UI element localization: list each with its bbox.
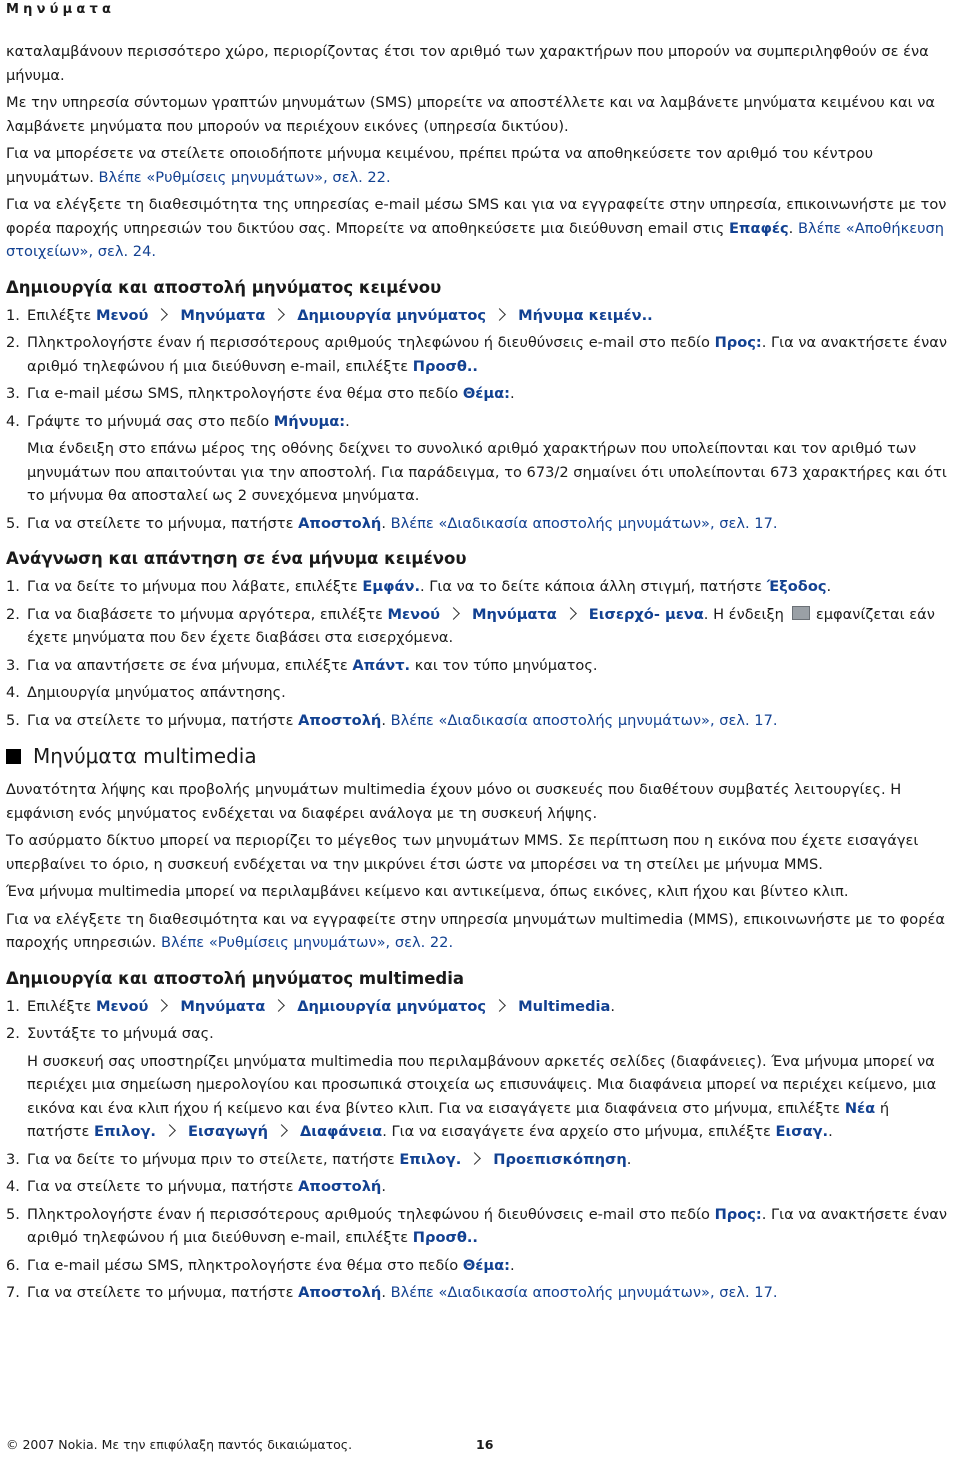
step: 3. Για να δείτε το μήνυμα πριν το στείλετε, πατήστε Επιλογ. Προεπισκόπηση.: [6, 1150, 632, 1168]
cross-ref-link[interactable]: Βλέπε «Ρυθμίσεις μηνυμάτων», σελ. 22.: [98, 168, 391, 186]
chevron-right-icon: [163, 1124, 176, 1137]
step: 2. Πληκτρολογήστε έναν ή περισσότερους αριθμούς τηλεφώνου ή διευθύνσεις e-mail στο πεδίο Προς:. Για να ανακτήσετε έναν αριθμό τηλεφώνου ή μια διεύθυνση e-mail, επιλέξτε Προσθ..: [6, 334, 948, 375]
chevron-right-icon: [447, 607, 460, 620]
body-paragraph: Δυνατότητα λήψης και προβολής μηνυμάτων multimedia έχουν μόνο οι συσκευές που διαθέτουν συμβατές λειτουργίες. Η εμφάνιση ενός μηνύματος ενδέχεται να διαφέρει ανάλογα με τη συσκευή λήψης.: [6, 781, 902, 822]
body-paragraph: Ένα μήνυμα multimedia μπορεί να περιλαμβάνει κείμενο και αντικείμενα, όπως εικόνες, κλιπ ήχου και βίντεο κλιπ.: [6, 883, 849, 900]
section-heading: Δημιουργία και αποστολή μηνύματος κειμένου: [6, 277, 442, 297]
cross-ref-link[interactable]: Βλέπε «Διαδικασία αποστολής μηνυμάτων», σελ. 17.: [390, 1284, 778, 1301]
unread-message-icon: [792, 606, 810, 620]
section-heading: Ανάγνωση και απάντηση σε ένα μήνυμα κειμένου: [6, 549, 467, 568]
step: 7. Για να στείλετε το μήνυμα, πατήστε Αποστολή. Βλέπε «Διαδικασία αποστολής μηνυμάτων», σελ. 17.: [6, 1284, 778, 1301]
page-footer: [6, 1436, 494, 1454]
step: 5. Πληκτρολογήστε έναν ή περισσότερους αριθμούς τηλεφώνου ή διευθύνσεις e-mail στο πεδίο Προς:. Για να ανακτήσετε έναν αριθμό τηλεφώνου ή μια διεύθυνση e-mail, επιλέξτε Προσθ..: [6, 1205, 948, 1246]
chevron-right-icon: [156, 999, 169, 1012]
cross-ref-link[interactable]: Βλέπε «Διαδικασία αποστολής μηνυμάτων», σελ. 17.: [390, 514, 778, 532]
step: 4. Δημιουργία μηνύματος απάντησης.: [6, 684, 286, 701]
section-heading: Δημιουργία και αποστολή μηνύματος multimedia: [6, 968, 464, 988]
chevron-right-icon: [493, 308, 506, 321]
step: 4. Γράψτε το μήνυμά σας στο πεδίο Μήνυμα:.: [6, 412, 350, 430]
step: 5. Για να στείλετε το μήνυμα, πατήστε Αποστολή. Βλέπε «Διαδικασία αποστολής μηνυμάτων», σελ. 17.: [6, 514, 778, 532]
step-note: Η συσκευή σας υποστηρίζει μηνύματα multimedia που περιλαμβάνουν αρκετές σελίδες (διαφάνειες). Ένα μήνυμα μπορεί να περιέχει μια σημείωση ημερολογίου και προσωπικά στοιχεία ως επισυνάψεις. Μια διαφάνεια μπορεί να περιέχει κείμενο, μια εικόνα και ένα κλιπ ήχου ή κείμενο και ένα βίντεο κλιπ. Για να εισαγάγετε μια διαφάνεια στο μήνυμα, επιλέξτε Νέα ή πατήστε Επιλογ. Εισαγωγή Διαφάνεια. Για να εισαγάγετε ένα αρχείο στο μήνυμα, επιλέξτε Εισαγ..: [27, 1052, 937, 1140]
chevron-right-icon: [272, 308, 285, 321]
step-note: Μια ένδειξη στο επάνω μέρος της οθόνης δείχνει το συνολικό αριθμό χαρακτήρων που υπολείπονται και τον αριθμό των μηνυμάτων που απαιτούνται για την αποστολή. Για παράδειγμα, το 673/2 σημαίνει ότι υπολείπονται 673 χαρακτήρες και ότι το μήνυμα θα αποσταλεί ως 2 συνεχόμενα μηνύματα.: [27, 440, 947, 504]
intro-paragraph: Για να ελέγξετε τη διαθεσιμότητα της υπηρεσίας e-mail μέσω SMS και για να εγγραφείτε στην υπηρεσία, επικοινωνήστε με τον φορέα παροχής υπηρεσιών του δικτύου σας. Μπορείτε να αποθηκεύσετε μια διεύθυνση email στις Επαφές. Βλέπε «Αποθήκευση στοιχείων», σελ. 24.: [6, 196, 947, 260]
cross-ref-link[interactable]: Βλέπε «Αποθήκευση στοιχείων», σελ. 24.: [6, 219, 945, 260]
body-paragraph: Το ασύρματο δίκτυο μπορεί να περιορίζει το μέγεθος των μηνυμάτων MMS. Σε περίπτωση που η εικόνα που έχετε εισαγάγει υπερβαίνει το όριο, η συσκευή ενδέχεται να την μικρύνει έτσι ώστε να μπορέσει να τη στείλει με μήνυμα MMS.: [6, 832, 919, 873]
step: 1. Επιλέξτε Μενού Μηνύματα Δημιουργία μηνύματος Μήνυμα κειμέν..: [6, 306, 653, 324]
running-header: Μηνύματα: [6, 2, 116, 17]
step: 1. Για να δείτε το μήνυμα που λάβατε, επιλέξτε Εμφάν.. Για να το δείτε κάποια άλλη στιγμή, πατήστε Έξοδος.: [6, 578, 832, 595]
chevron-right-icon: [272, 999, 285, 1012]
step: 1. Επιλέξτε Μενού Μηνύματα Δημιουργία μηνύματος Multimedia.: [6, 997, 616, 1015]
chevron-right-icon: [564, 607, 577, 620]
step: 3. Για να απαντήσετε σε ένα μήνυμα, επιλέξτε Απάντ. και τον τύπο μηνύματος.: [6, 656, 598, 674]
step: 5. Για να στείλετε το μήνυμα, πατήστε Αποστολή. Βλέπε «Διαδικασία αποστολής μηνυμάτων», σελ. 17.: [6, 711, 778, 729]
page-number: 16: [476, 1437, 494, 1452]
square-bullet-icon: [6, 749, 21, 764]
cross-ref-link[interactable]: Βλέπε «Ρυθμίσεις μηνυμάτων», σελ. 22.: [160, 934, 454, 951]
copyright-text: © 2007 Nokia. Με την επιφύλαξη παντός δικαιώματος.: [6, 1437, 353, 1452]
step: 2. Για να διαβάσετε το μήνυμα αργότερα, επιλέξτε Μενού Μηνύματα Εισερχό- μενα. Η ένδειξη εμφανίζεται εάν έχετε μηνύματα που δεν έχετε διαβάσει στα εισερχόμενα.: [6, 605, 935, 646]
chevron-right-icon: [493, 999, 506, 1012]
intro-paragraph: Με την υπηρεσία σύντομων γραπτών μηνυμάτων (SMS) μπορείτε να αποστέλλετε και να λαμβάνετε μηνύματα κειμένου και να λαμβάνετε μηνύματα που μπορούν να περιέχουν εικόνες (υπηρεσία δικτύου).: [6, 94, 935, 135]
chevron-right-icon: [468, 1152, 481, 1165]
chevron-right-icon: [156, 308, 169, 321]
step: 6. Για e-mail μέσω SMS, πληκτρολογήστε ένα θέμα στο πεδίο Θέμα:.: [6, 1256, 515, 1274]
step: 3. Για e-mail μέσω SMS, πληκτρολογήστε ένα θέμα στο πεδίο Θέμα:.: [6, 385, 515, 402]
body-paragraph: Για να ελέγξετε τη διαθεσιμότητα και να εγγραφείτε στην υπηρεσία μηνυμάτων multimedia (MMS), επικοινωνήστε με το φορέα παροχής υπηρεσιών. Βλέπε «Ρυθμίσεις μηνυμάτων», σελ. 22.: [6, 910, 946, 951]
step: 2. Συντάξτε το μήνυμά σας.: [6, 1025, 214, 1042]
chapter-heading: Μηνύματα multimedia: [6, 742, 952, 770]
cross-ref-link[interactable]: Βλέπε «Διαδικασία αποστολής μηνυμάτων», σελ. 17.: [390, 711, 778, 729]
step: 4. Για να στείλετε το μήνυμα, πατήστε Αποστολή.: [6, 1178, 386, 1195]
page-content: [6, 40, 952, 1309]
intro-paragraph: καταλαμβάνουν περισσότερο χώρο, περιορίζοντας έτσι τον αριθμό των χαρακτήρων που μπορούν να συμπεριληφθούν σε ένα μήνυμα.: [6, 43, 929, 84]
chevron-right-icon: [275, 1124, 288, 1137]
intro-paragraph: Για να μπορέσετε να στείλετε οποιοδήποτε μήνυμα κειμένου, πρέπει πρώτα να αποθηκεύσετε τον αριθμό του κέντρου μηνυμάτων. Βλέπε «Ρυθμίσεις μηνυμάτων», σελ. 22.: [6, 145, 874, 186]
